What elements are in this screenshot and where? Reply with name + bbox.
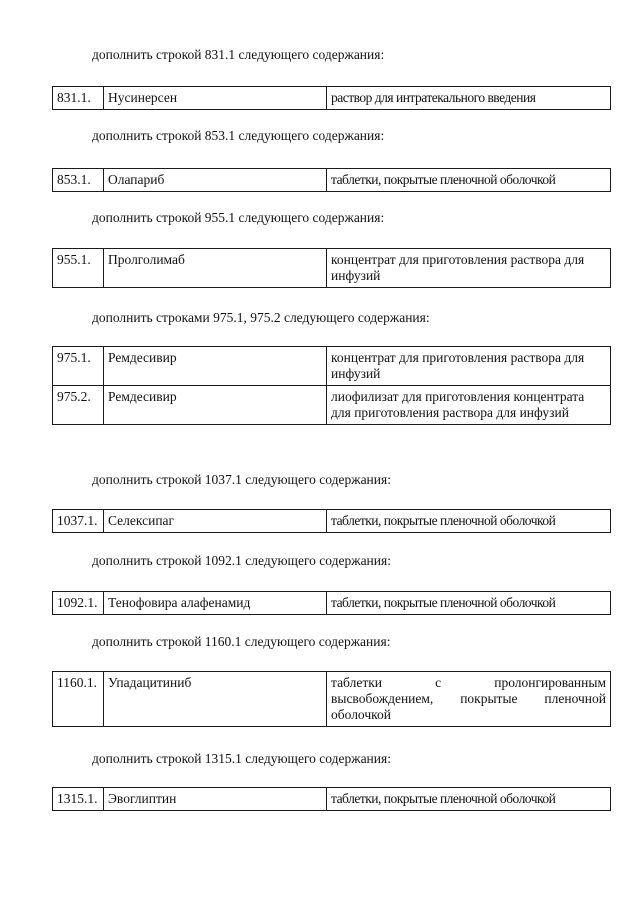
row-number: 853.1. (53, 169, 104, 192)
drug-name: Ремдесивир (104, 386, 327, 425)
table-row (53, 592, 611, 615)
dosage-form: таблетки, покрытые пленочной оболочкой (327, 788, 611, 811)
dosage-form: таблетки, покрытые пленочной оболочкой (327, 169, 611, 192)
section-intro: дополнить строкой 1092.1 следующего содержания: (92, 553, 391, 568)
row-number: 955.1. (53, 249, 104, 288)
table-row (53, 510, 611, 533)
row-number: 975.1. (53, 347, 104, 386)
drug-name: Селексипаг (104, 510, 327, 533)
entry-table (52, 86, 611, 110)
table-row (53, 249, 611, 288)
row-number: 1037.1. (53, 510, 104, 533)
table-row (53, 672, 611, 727)
row-number: 831.1. (53, 87, 104, 110)
dosage-form: раствор для интратекального введения (327, 87, 611, 110)
dosage-form: лиофилизат для приготовления концентрата для приготовления раствора для инфузий (327, 386, 611, 425)
section-intro: дополнить строками 975.1, 975.2 следующего содержания: (92, 310, 430, 325)
dosage-form: концентрат для приготовления раствора для инфузий (327, 347, 611, 386)
drug-name: Эвоглиптин (104, 788, 327, 811)
section-intro: дополнить строкой 831.1 следующего содержания: (92, 47, 385, 62)
dosage-form: таблетки, покрытые пленочной оболочкой (327, 510, 611, 533)
entry-table (52, 248, 611, 288)
row-number: 1092.1. (53, 592, 104, 615)
section-intro: дополнить строкой 1037.1 следующего содержания: (92, 472, 391, 487)
table-row (53, 347, 611, 386)
row-number: 975.2. (53, 386, 104, 425)
section-intro: дополнить строкой 1315.1 следующего содержания: (92, 751, 391, 766)
row-number: 1160.1. (53, 672, 104, 727)
row-number: 1315.1. (53, 788, 104, 811)
entry-table (52, 509, 611, 533)
drug-name: Ремдесивир (104, 347, 327, 386)
section-intro: дополнить строкой 1160.1 следующего содержания: (92, 634, 391, 649)
dosage-form: таблетки, покрытые пленочной оболочкой (327, 592, 611, 615)
entry-table (52, 346, 611, 425)
drug-name: Нусинерсен (104, 87, 327, 110)
table-row (53, 788, 611, 811)
entry-table (52, 671, 611, 727)
drug-name: Упадацитиниб (104, 672, 327, 727)
entry-table (52, 591, 611, 615)
entry-table (52, 168, 611, 192)
dosage-form: таблетки с пролонгированным высвобождением, покрытые пленочной оболочкой (327, 672, 611, 727)
drug-name: Олапариб (104, 169, 327, 192)
drug-name: Тенофовира алафенамид (104, 592, 327, 615)
table-row (53, 87, 611, 110)
section-intro: дополнить строкой 853.1 следующего содержания: (92, 128, 385, 143)
table-row (53, 386, 611, 425)
dosage-form: концентрат для приготовления раствора для инфузий (327, 249, 611, 288)
entry-table (52, 787, 611, 811)
table-row (53, 169, 611, 192)
section-intro: дополнить строкой 955.1 следующего содержания: (92, 210, 385, 225)
drug-name: Пролголимаб (104, 249, 327, 288)
